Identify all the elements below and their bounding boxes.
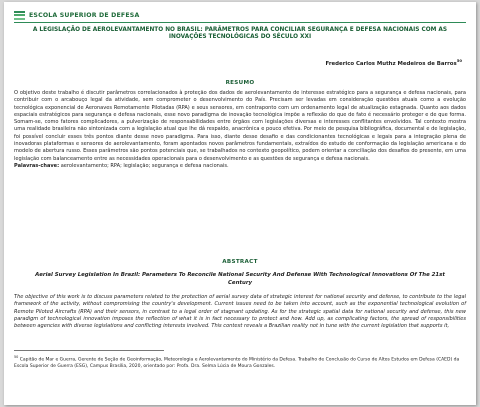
document-header bbox=[14, 9, 139, 21]
keywords-text: aerolevantamento; RPA; legislação; segurança e defesa nacionais. bbox=[60, 162, 229, 169]
footnote-text: Capitão de Mar e Guerra, Gerente de Seção de Geoinformação, Meteorologia e Aerolevantamento do Ministério da Defesa. Trabalho de Conclusão do Curso de Altos Estudos em Defesa (CAED) da Escola Superior de Guerra (ESG), Campus Brasília, 2020, orientado por: Profa. Dra. Selma Lúcia de Moura Gonzales. bbox=[14, 357, 460, 369]
footnote bbox=[14, 354, 466, 370]
keywords-label: Palavras-chave: bbox=[14, 162, 60, 169]
document-title: A LEGISLAÇÃO DE AEROLEVANTAMENTO NO BRASIL: PARÂMETROS PARA CONCILIAR SEGURANÇA E DEFESA NACIONAIS COM AS INOVAÇÕES TECNOLÓGICAS DO SÉCULO XXI bbox=[32, 27, 448, 41]
author-footnote-mark: 50 bbox=[456, 58, 462, 63]
resumo-text: O objetivo deste trabalho é discutir parâmetros correlacionados à proteção dos dados de aerolevantamento de interesse estratégico para a segurança e defesa nacionais, para contribuir com o arcabouço legal da atividade, sem comprometer o desenvolvimento do País. Precisam ser levadas em consideração questões atuais como a evolução tecnológica exponencial de Aeronaves Remotamente Pilotadas (RPA) e seus sensores, em contraponto com um ordenamento legal de atualização estagnada. Quanto aos dados espaciais estratégicos para segurança e defesa nacionais, esse novo paradigma de inovação tecnológica impõe a reflexão do que de fato é necessário proteger e de que forma. Somam-se, como fatores complicadores, a pulverização de responsabilidades entre órgãos com legislações diversas e interesses conflitantes envolvidos. Tal contexto mostra uma realidade brasileira não sintonizada com a legislação atual que lhe dá respaldo, anacrônica e pouco efetiva. Por meio de pesquisa bibliográfica, documental e de legislação, foi possível concluir esses três pontos diante desse novo paradigma. Para isso, diante desse desafio e das condicionantes tecnológicas e legais para a integração plena de inovadoras plataformas e sensores de aerolevantamento, foram apontados novos parâmetros fundamentais, extraídos do estudo de conformação da legislação americana e do modelo de abertura russo. Esses parâmetros são pontos potenciais que, se trabalhados no contexto geopolítico, podem orientar a conciliação dos desafios do presente, em uma legislação com balanceamento entre as necessidades operacionais para o desenvolvimento e as questões de segurança e defesa nacionais. bbox=[14, 90, 466, 162]
institution-name: ESCOLA SUPERIOR DE DEFESA bbox=[29, 11, 140, 19]
author-name bbox=[326, 58, 462, 67]
institution-logo-icon bbox=[14, 11, 25, 20]
document-page bbox=[4, 2, 476, 405]
footnote-mark: 50 bbox=[14, 355, 19, 359]
resumo-heading: RESUMO bbox=[225, 80, 255, 86]
abstract-title: Aerial Survey Legislation In Brazil: Parameters To Reconcile National Security And Defense With Technological Innovations Of The 21st Century bbox=[35, 272, 445, 286]
author-text: Frederico Carlos Muthz Medeiros de Barros bbox=[325, 60, 457, 67]
header-divider bbox=[14, 22, 466, 23]
abstract-body: The objective of this work is to discuss parameters related to the protection of aerial survey data of strategic interest for national security and defense, to contribute to the legal framework of the activity, without compromising the country's development. Current issues need to be taken into account, such as the exponential technological evolution of Remote Piloted Aircrafts (RPA) and their sensors, in contrast to a legal order of stagnant updating. As for the strategic spatial data for national security and defense, this new paradigm of technological innovation imposes the reflection of what it is in fact necessary to protect and how. Add up, as complicating factors, the spread of responsibilities between agencies with diverse legislations and conflicting interests involved. This context reveals a Brazilian reality not in tune with the current legislation that supports it, bbox=[14, 294, 466, 330]
footnote-divider bbox=[14, 350, 164, 351]
abstract-heading: ABSTRACT bbox=[222, 259, 258, 265]
resumo-body bbox=[14, 90, 466, 170]
